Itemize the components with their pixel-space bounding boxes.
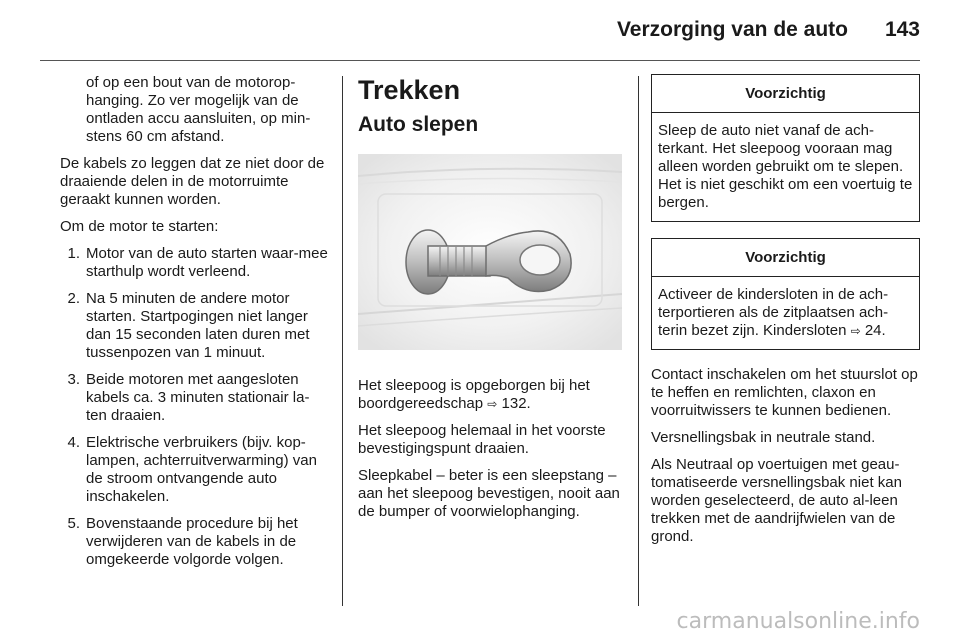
list-text: Elektrische verbruikers (bijv. kop-lampen, achterruitverwarming) van de stroom ontvangende auto inschakelen. — [86, 434, 317, 505]
watermark: carmanualsonline.info — [676, 609, 920, 634]
page-reference-arrow-icon: ⇨ — [487, 397, 498, 411]
right-column — [651, 74, 920, 555]
list-item — [60, 290, 328, 362]
column-divider-right — [638, 76, 639, 606]
page-header-title: Verzorging van de auto — [616, 18, 848, 41]
ignition-paragraph: Contact inschakelen om het stuurslot op te heffen en remlichten, claxon en voorruitwissers te kunnen bedienen. — [651, 366, 918, 419]
list-number: 4. — [67, 434, 80, 451]
list-item — [60, 245, 328, 281]
page-reference: 24. — [864, 322, 886, 339]
towing-eye-location-text: Het sleepoog is opgeborgen bij het boordgereedschap — [358, 377, 590, 412]
caution-body: Sleep de auto niet vanaf de ach-terkant. Het sleepoog vooraan mag alleen worden gebruikt om te slepen. Het is niet geschikt om een voertuig te bergen. — [658, 122, 913, 211]
towing-eye-illustration — [358, 154, 622, 350]
caution-body-text: Activeer de kindersloten in de ach-terportieren als de zitplaatsen ach-terin bezet zijn. Kindersloten — [658, 286, 889, 339]
start-steps-list — [60, 245, 328, 569]
subsection-heading: Auto slepen — [358, 113, 479, 136]
list-item — [60, 515, 328, 569]
page-reference: 132. — [501, 395, 531, 412]
list-item — [60, 371, 328, 425]
page-number: 143 — [884, 18, 920, 41]
list-number: 3. — [67, 371, 80, 388]
list-text: Na 5 minuten de andere motor starten. Startpogingen niet langer dan 15 seconden laten duren met tussenpozen van 1 minuut. — [86, 290, 310, 361]
screw-in-paragraph: Het sleepoog helemaal in het voorste bevestigingspunt draaien. — [358, 422, 606, 457]
caution-body — [652, 277, 919, 349]
list-text: Beide motoren met aangesloten kabels ca. 3 minuten stationair la-ten draaien. — [86, 371, 310, 424]
list-number: 5. — [67, 515, 80, 532]
list-item — [60, 434, 328, 506]
list-number: 1. — [67, 245, 80, 262]
continued-paragraph: of op een bout van de motorop-hanging. Zo ver mogelijk van de ontladen accu aansluiten, op min-stens 60 cm afstand. — [86, 74, 311, 145]
header-rule — [40, 60, 920, 61]
automated-gearbox-paragraph: Als Neutraal op voertuigen met geau-tomatiseerde versnellingsbak niet kan worden geselecteerd, de auto al-leen trekken met de aandrijfwielen van de grond. — [651, 456, 902, 545]
page-reference-arrow-icon: ⇨ — [850, 324, 861, 338]
caution-box — [651, 238, 920, 350]
section-heading: Trekken — [358, 75, 461, 105]
list-number: 2. — [67, 290, 80, 307]
caution-title: Voorzichtig — [652, 75, 919, 113]
caution-box — [651, 74, 920, 222]
tow-rope-paragraph: Sleepkabel – beter is een sleepstang – aan het sleepoog bevestigen, nooit aan de bumper of voorwielophanging. — [358, 467, 620, 520]
caution-title: Voorzichtig — [652, 239, 919, 277]
left-column — [60, 74, 328, 578]
neutral-paragraph: Versnellingsbak in neutrale stand. — [651, 429, 876, 446]
list-text: Motor van de auto starten waar-mee starthulp wordt verleend. — [86, 245, 328, 280]
cables-paragraph: De kabels zo leggen dat ze niet door de draaiende delen in de motorruimte geraakt kunnen worden. — [60, 155, 325, 208]
list-text: Bovenstaande procedure bij het verwijderen van de kabels in de omgekeerde volgorde volgen. — [86, 515, 298, 568]
towing-eye-location — [358, 377, 622, 413]
start-intro: Om de motor te starten: — [60, 218, 219, 235]
middle-column — [358, 74, 622, 530]
column-divider-left — [342, 76, 343, 606]
